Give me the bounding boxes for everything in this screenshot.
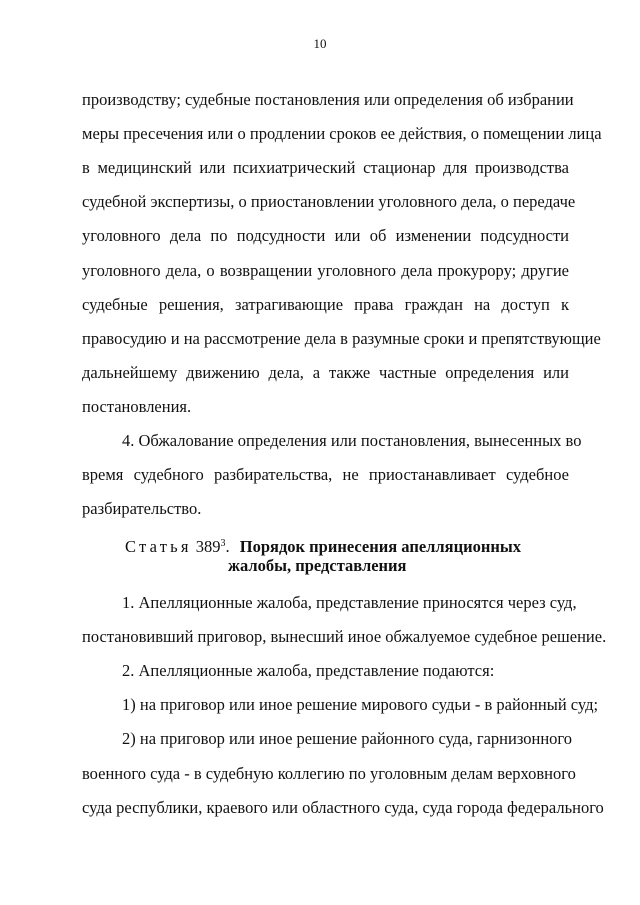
text-line: постановивший приговор, вынесший иное обжалуемое судебное решение. [82, 627, 607, 646]
text-line: производству; судебные постановления или определения об избрании [82, 90, 574, 109]
text-line: дальнейшему движению дела, а также частные определения или [82, 363, 569, 382]
article-word: Статья [125, 537, 192, 556]
text-line: судебные решения, затрагивающие права граждан на доступ к [82, 295, 569, 314]
paragraph-2-line: 2. Апелляционные жалоба, представление подаются: [122, 661, 495, 680]
text-line: уголовного дела, о возвращении уголовного дела прокурору; другие [82, 261, 569, 280]
text-line: уголовного дела по подсудности или об изменении подсудности [82, 226, 569, 245]
paragraph-4-line: 4. Обжалование определения или постановления, вынесенных во [122, 431, 582, 450]
text-line: правосудию и на рассмотрение дела в разумные сроки и препятствующие [82, 329, 601, 348]
article-superscript: 3 [220, 538, 226, 549]
text-line: меры пресечения или о продлении сроков ее действия, о помещении лица [82, 124, 602, 143]
article-number: 389 [195, 537, 221, 556]
text-line: военного суда - в судебную коллегию по уголовным делам верховного [82, 764, 576, 783]
text-line: суда республики, краевого или областного суда, суда города федерального [82, 798, 604, 817]
text-line: в медицинский или психиатрический стационар для производства [82, 158, 569, 177]
paragraph-1-line: 1. Апелляционные жалоба, представление приносятся через суд, [122, 593, 577, 612]
article-title-line1: Порядок принесения апелляционных [239, 537, 522, 556]
text-line: судебной экспертизы, о приостановлении уголовного дела, о передаче [82, 192, 576, 211]
text-line: время судебного разбирательства, не приостанавливает судебное [82, 465, 569, 484]
article-title-line2: жалобы, представления [228, 556, 407, 575]
page-number: 10 [313, 36, 327, 51]
article-heading: Статья $389^3$. Порядок принесения апелляционных [125, 537, 522, 556]
subitem-1-line: 1) на приговор или иное решение мирового судьи - в районный суд; [122, 695, 599, 714]
text-line: постановления. [82, 397, 192, 416]
text-line: разбирательство. [82, 499, 202, 518]
subitem-2-line: 2) на приговор или иное решение районного суда, гарнизонного [122, 729, 573, 748]
